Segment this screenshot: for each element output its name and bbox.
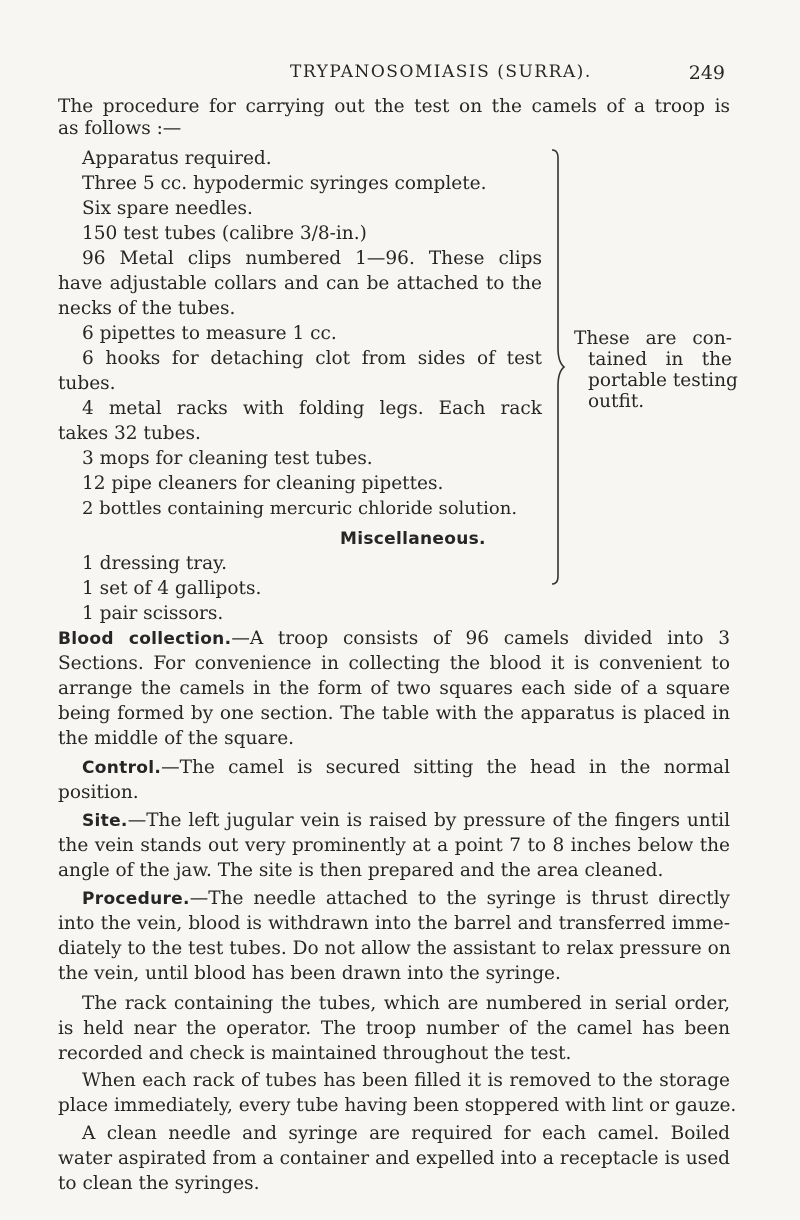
page-number: 249 <box>688 62 725 84</box>
site-line: Site.—The left jugular vein is raised by pressure of the fingers until <box>82 810 730 831</box>
apparatus-item: necks of the tubes. <box>58 298 236 319</box>
side-note-line: portable testing <box>588 370 738 391</box>
intro-line: The procedure for carrying out the test on the camels of a troop is <box>58 96 730 117</box>
apparatus-item: 4 metal racks with folding legs. Each rack <box>82 398 542 419</box>
rack-line: recorded and check is maintained throughout the test. <box>58 1043 572 1064</box>
control-line: Control.—The camel is secured sitting the head in the normal <box>82 757 730 778</box>
side-note-line: outfit. <box>588 391 645 412</box>
storage-line: place immediately, every tube having been stoppered with lint or gauze. <box>58 1095 737 1116</box>
brace-icon <box>550 148 566 586</box>
storage-line: When each rack of tubes has been filled it is removed to the storage <box>82 1070 730 1091</box>
blood-collection-line: the middle of the square. <box>58 728 295 749</box>
side-note-line: tained in the <box>588 349 732 370</box>
site-line: angle of the jaw. The site is then prepared and the area cleaned. <box>58 860 664 881</box>
misc-item: 1 dressing tray. <box>82 553 228 574</box>
blood-collection-line: Sections. For convenience in collecting the blood it is convenient to <box>58 653 730 674</box>
misc-heading: Miscellaneous. <box>340 529 486 549</box>
apparatus-item: 6 hooks for detaching clot from sides of test <box>82 348 542 369</box>
rack-line: is held near the operator. The troop number of the camel has been <box>58 1018 730 1039</box>
apparatus-item: 6 pipettes to measure 1 cc. <box>82 323 337 344</box>
blood-collection-line: arrange the camels in the form of two squares each side of a square <box>58 678 730 699</box>
control-heading: Control. <box>82 758 162 778</box>
blood-collection-heading: Blood collection. <box>58 629 232 649</box>
needle-line: to clean the syringes. <box>58 1173 260 1194</box>
side-note-line: These are con- <box>574 328 732 349</box>
apparatus-item: tubes. <box>58 373 116 394</box>
misc-item: 1 set of 4 gallipots. <box>82 578 262 599</box>
apparatus-item: 96 Metal clips numbered 1—96. These clips <box>82 248 542 269</box>
apparatus-item: 3 mops for cleaning test tubes. <box>82 448 373 469</box>
apparatus-item: 150 test tubes (calibre 3/8-in.) <box>82 223 367 244</box>
procedure-line: diately to the test tubes. Do not allow the assistant to relax pressure on <box>58 938 731 959</box>
running-header <box>0 62 800 88</box>
needle-line: A clean needle and syringe are required for each camel. Boiled <box>82 1123 730 1144</box>
needle-line: water aspirated from a container and expelled into a receptacle is used <box>58 1148 730 1169</box>
procedure-heading: Procedure. <box>82 889 190 909</box>
blood-collection-line: Blood collection.—A troop consists of 96 camels divided into 3 <box>58 628 730 649</box>
header-title: TRYPANOSOMIASIS (SURRA). <box>290 62 592 82</box>
apparatus-item: takes 32 tubes. <box>58 423 201 444</box>
blood-collection-line: being formed by one section. The table with the apparatus is placed in <box>58 703 730 724</box>
procedure-line: Procedure.—The needle attached to the syringe is thrust directly <box>82 888 730 909</box>
apparatus-item: Three 5 cc. hypodermic syringes complete. <box>82 173 487 194</box>
procedure-line: the vein, until blood has been drawn into the syringe. <box>58 963 561 984</box>
apparatus-item: 12 pipe cleaners for cleaning pipettes. <box>82 473 444 494</box>
apparatus-item: have adjustable collars and can be attached to the <box>58 273 542 294</box>
apparatus-heading: Apparatus required. <box>82 148 272 169</box>
apparatus-item: Six spare needles. <box>82 198 253 219</box>
rack-line: The rack containing the tubes, which are numbered in serial order, <box>82 993 730 1014</box>
misc-item: 1 pair scissors. <box>82 603 224 624</box>
site-heading: Site. <box>82 811 128 831</box>
apparatus-item: 2 bottles containing mercuric chloride solution. <box>82 498 518 519</box>
procedure-line: into the vein, blood is withdrawn into the barrel and transferred imme- <box>58 913 730 934</box>
site-line: the vein stands out very prominently at a point 7 to 8 inches below the <box>58 835 730 856</box>
control-line: position. <box>58 782 139 803</box>
intro-line: as follows :— <box>58 118 182 139</box>
